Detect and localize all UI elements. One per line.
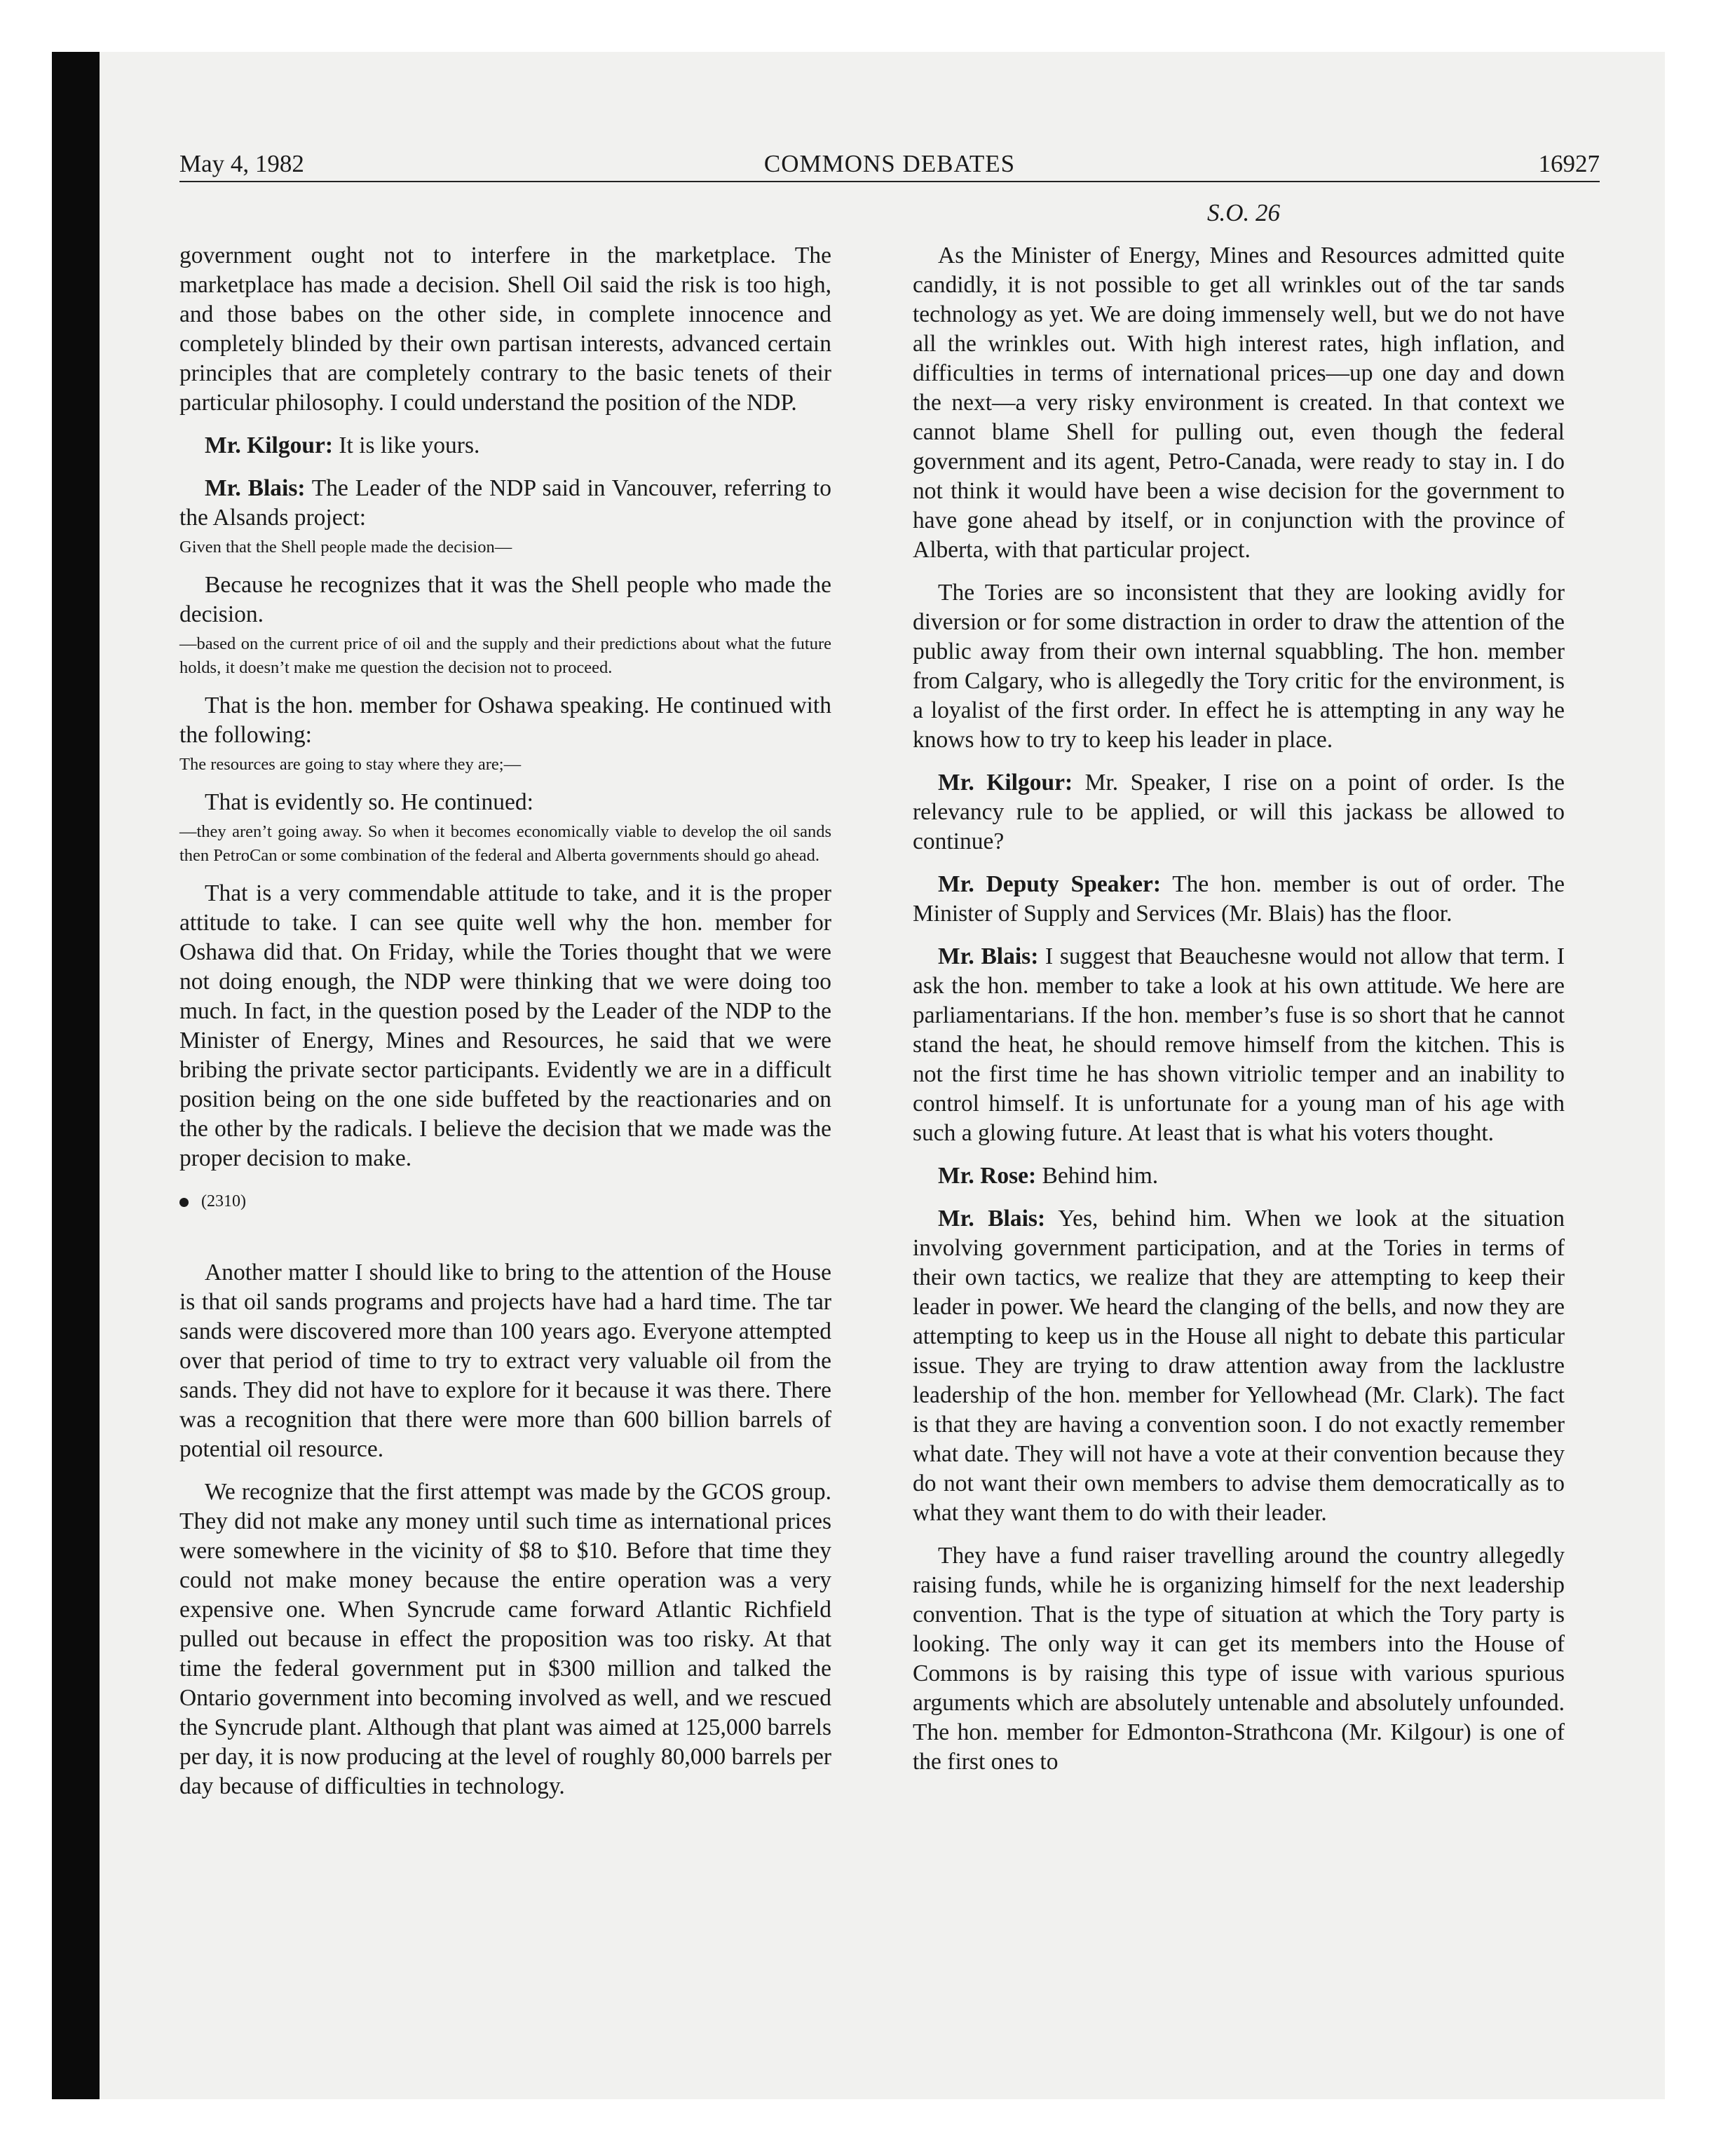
speech-text: Behind him.: [1036, 1163, 1159, 1189]
paragraph: They have a fund raiser travelling around the country allegedly raising funds, while he is organizing himself for the next leadership convention. That is the type of situation at which the Tory party is looking. The only way it can get its members into the House of Commons is by raising this type of issue with various spurious arguments which are absolutely untenable and absolutely unfounded. The hon. member for Edmonton-Strathcona (Mr. Kilgour) is one of the first ones to: [913, 1543, 1565, 1775]
page-header: [179, 147, 1600, 182]
section-label: S.O. 26: [1207, 199, 1281, 226]
speaker-name: Mr. Blais:: [938, 943, 1039, 969]
speech-kilgour: [179, 431, 831, 460]
speech-text: The Leader of the NDP said in Vancouver, referring to the Alsands project:: [179, 475, 831, 531]
time-marker: [179, 1187, 831, 1216]
speaker-name: Mr. Deputy Speaker:: [938, 871, 1162, 897]
speech-blais: [913, 942, 1565, 1148]
speaker-name: Mr. Blais:: [205, 475, 306, 501]
speaker-name: Mr. Rose:: [938, 1163, 1037, 1189]
speech-kilgour: [913, 768, 1565, 857]
left-column: [179, 241, 831, 1815]
speech-blais: [179, 474, 831, 533]
quotation: —based on the current price of oil and the supply and their predictions about what the future holds, it doesn’t make me question the decision not to proceed.: [179, 634, 831, 677]
speech-text: It is like yours.: [333, 432, 480, 458]
speaker-name: Mr. Kilgour:: [205, 432, 333, 458]
quotation: —they aren’t going away. So when it becomes economically viable to develop the oil sands then PetroCan or some combination of the federal and Alberta governments should go ahead.: [179, 822, 831, 865]
speaker-name: Mr. Blais:: [938, 1206, 1046, 1231]
speech-deputy-speaker: [913, 870, 1565, 929]
paragraph: That is evidently so. He continued:: [205, 789, 533, 815]
bullet-icon: [179, 1198, 189, 1207]
speech-blais: [913, 1204, 1565, 1528]
paragraph: We recognize that the first attempt was made by the GCOS group. They did not make any money until such time as international prices were somewhere in the vicinity of $8 to $10. Before that time they could not make money because the entire operation was a very expensive one. When Syncrude came forward Atlantic Richfield pulled out because in effect the proposition was too risky. At that time the federal government put in $300 million and talked the Ontario government into becoming involved as well, and we rescued the Syncrude plant. Although that plant was aimed at 125,000 barrels per day, it is now producing at the level of roughly 80,000 barrels per day because of difficulties in technology.: [179, 1479, 831, 1799]
paragraph: That is the hon. member for Oshawa speaking. He continued with the following:: [179, 692, 831, 748]
header-date: May 4, 1982: [179, 150, 304, 177]
right-column: [913, 241, 1565, 1790]
header-title: COMMONS DEBATES: [763, 150, 1016, 177]
quotation: The resources are going to stay where they are;—: [179, 755, 522, 774]
paragraph: The Tories are so inconsistent that they are looking avidly for diversion or for some distraction in order to draw the attention of the public away from their own internal squabbling. The hon. member from Calgary, who is allegedly the Tory critic for the environment, is a loyalist of the first order. In effect he is attempting in any way he knows how to try to keep his leader in place.: [913, 580, 1565, 753]
time-marker-text: (2310): [201, 1192, 246, 1210]
speech-text: Mr. Speaker, I rise on a point of order. Is the relevancy rule to be applied, or will this jackass be allowed to continue?: [913, 770, 1565, 854]
quotation: Given that the Shell people made the decision—: [179, 538, 512, 557]
paragraph: That is a very commendable attitude to take, and it is the proper attitude to take. I can see quite well why the hon. member for Oshawa did that. On Friday, while the Tories thought that we were not doing enough, the NDP were thinking that we were doing too much. In fact, in the question posed by the Leader of the NDP to the Minister of Energy, Mines and Resources, he said that we were bribing the private sector participants. Evidently we are in a difficult position being on the one side buffeted by the reactionaries and on the other by the radicals. I believe the decision that we made was the proper decision to make.: [179, 880, 831, 1171]
speech-text: I suggest that Beauchesne would not allow that term. I ask the hon. member to take a look at his own attitude. We here are parliamentarians. If the hon. member’s fuse is so short that he cannot stand the heat, he should remove himself from the kitchen. This is not the first time he has shown vitriolic temper and an inability to control himself. It is unfortunate for a young man of his age with such a glowing future. At least that is what his voters thought.: [913, 943, 1565, 1146]
speech-rose: [913, 1161, 1565, 1191]
speaker-name: Mr. Kilgour:: [938, 770, 1073, 796]
paragraph: government ought not to interfere in the marketplace. The marketplace has made a decision. Shell Oil said the risk is too high, and those babes on the other side, in complete innocence and completely blinded by their own partisan interests, advanced certain principles that are completely contrary to the basic tenets of their particular philosophy. I could understand the position of the NDP.: [179, 243, 831, 416]
paragraph: As the Minister of Energy, Mines and Resources admitted quite candidly, it is not possible to get all wrinkles out of the tar sands technology as yet. We are doing immensely well, but we do not have all the wrinkles out. With high interest rates, high inflation, and difficulties in terms of international prices—up one day and down the next—a very risky environment is created. In that context we cannot blame Shell for pulling out, even though the federal government and its agent, Petro-Canada, were ready to stay in. I do not think it would have been a wise decision for the government to have gone ahead by itself, or in conjunction with the province of Alberta, with that particular project.: [913, 243, 1565, 563]
paragraph: Another matter I should like to bring to the attention of the House is that oil sands programs and projects have had a hard time. The tar sands were discovered more than 100 years ago. Everyone attempted over that period of time to try to extract very valuable oil from the sands. They did not have to explore for it because it was there. There was a recognition that there were more than 600 billion barrels of potential oil resource.: [179, 1260, 831, 1462]
speech-text: The hon. member is out of order. The Minister of Supply and Services (Mr. Blais) has the floor.: [913, 871, 1565, 927]
header-page-number: 16927: [1538, 150, 1600, 177]
speech-text: Yes, behind him. When we look at the situation involving government participation, and at the Tories in terms of their own tactics, we realize that they are attempting to keep their leader in power. We heard the clanging of the bells, and now they are attempting to keep us in the House all night to debate this particular issue. They are trying to draw attention away from the lacklustre leadership of the hon. member for Yellowhead (Mr. Clark). The fact is that they are having a convention soon. I do not exactly remember what date. They will not have a vote at their convention because they do not want their own members to advise them democratically as to what they want them to do with their leader.: [913, 1206, 1565, 1526]
binding-edge: [52, 52, 100, 2099]
paragraph: Because he recognizes that it was the Shell people who made the decision.: [179, 572, 831, 627]
